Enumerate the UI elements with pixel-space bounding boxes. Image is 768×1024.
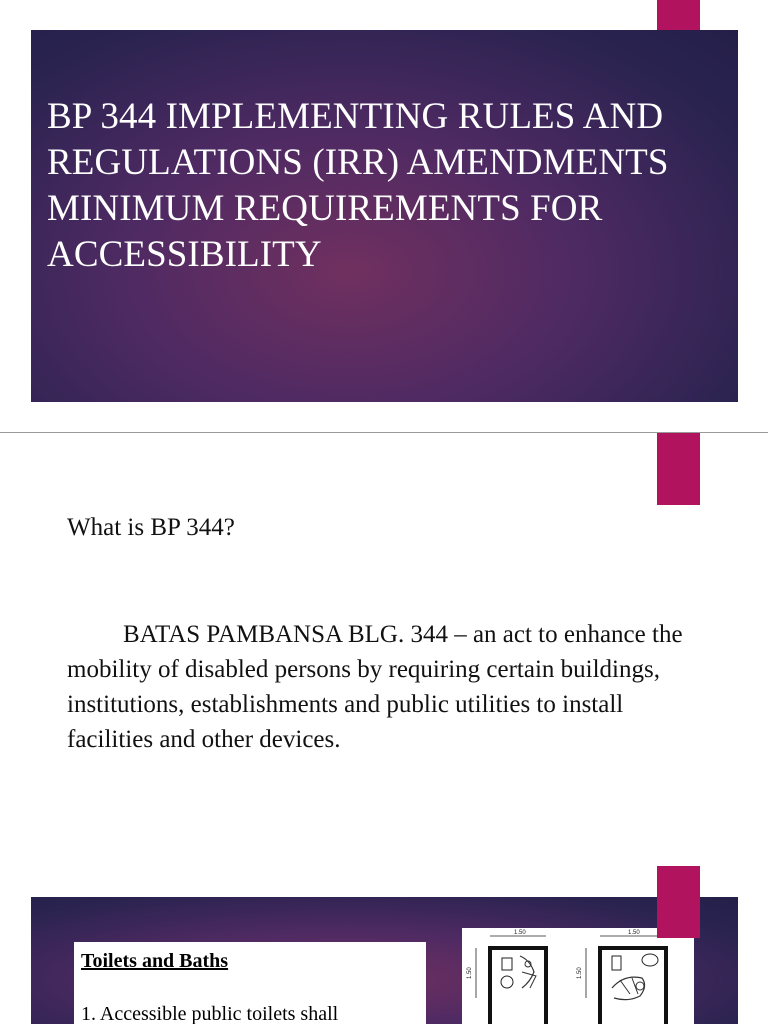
slide-title: BP 344 IMPLEMENTING RULES AND REGULATIONS (IRR) AMENDMENTS MINIMUM REQUIREMENTS FOR ACCESSIBILITY [47, 96, 669, 275]
dim-label-top-left: 1.50 [514, 930, 526, 936]
toilets-heading: Toilets and Baths [81, 950, 229, 972]
toilets-text-box [74, 942, 426, 1024]
right-plan-walls [600, 948, 666, 1024]
left-plan-walls [490, 948, 546, 1024]
dim-label-side-right: 1.50 [577, 967, 583, 979]
dim-label-top-right: 1.50 [628, 930, 640, 936]
left-wheelchair-icon [501, 976, 513, 988]
slide-divider [0, 432, 768, 433]
question-heading: What is BP 344? [67, 514, 235, 541]
toilet-floor-plan-drawing [462, 928, 694, 1024]
definition-paragraph: BATAS PAMBANSA BLG. 344 – an act to enhance the mobility of disabled persons by requiring certain buildings, institutions, establishments and public utilities to install facilities and other devices. [67, 621, 683, 753]
right-toilet-icon [612, 956, 621, 970]
slide3-accent-bar [657, 866, 700, 938]
left-toilet-icon [502, 958, 512, 970]
slide2-accent-bar [657, 433, 700, 505]
dim-label-side-left: 1.50 [467, 967, 473, 979]
toilets-item-1: 1. Accessible public toilets shall [81, 1003, 339, 1024]
right-lavatory-icon [642, 954, 658, 966]
toilet-floor-plan-figure [462, 928, 694, 1024]
